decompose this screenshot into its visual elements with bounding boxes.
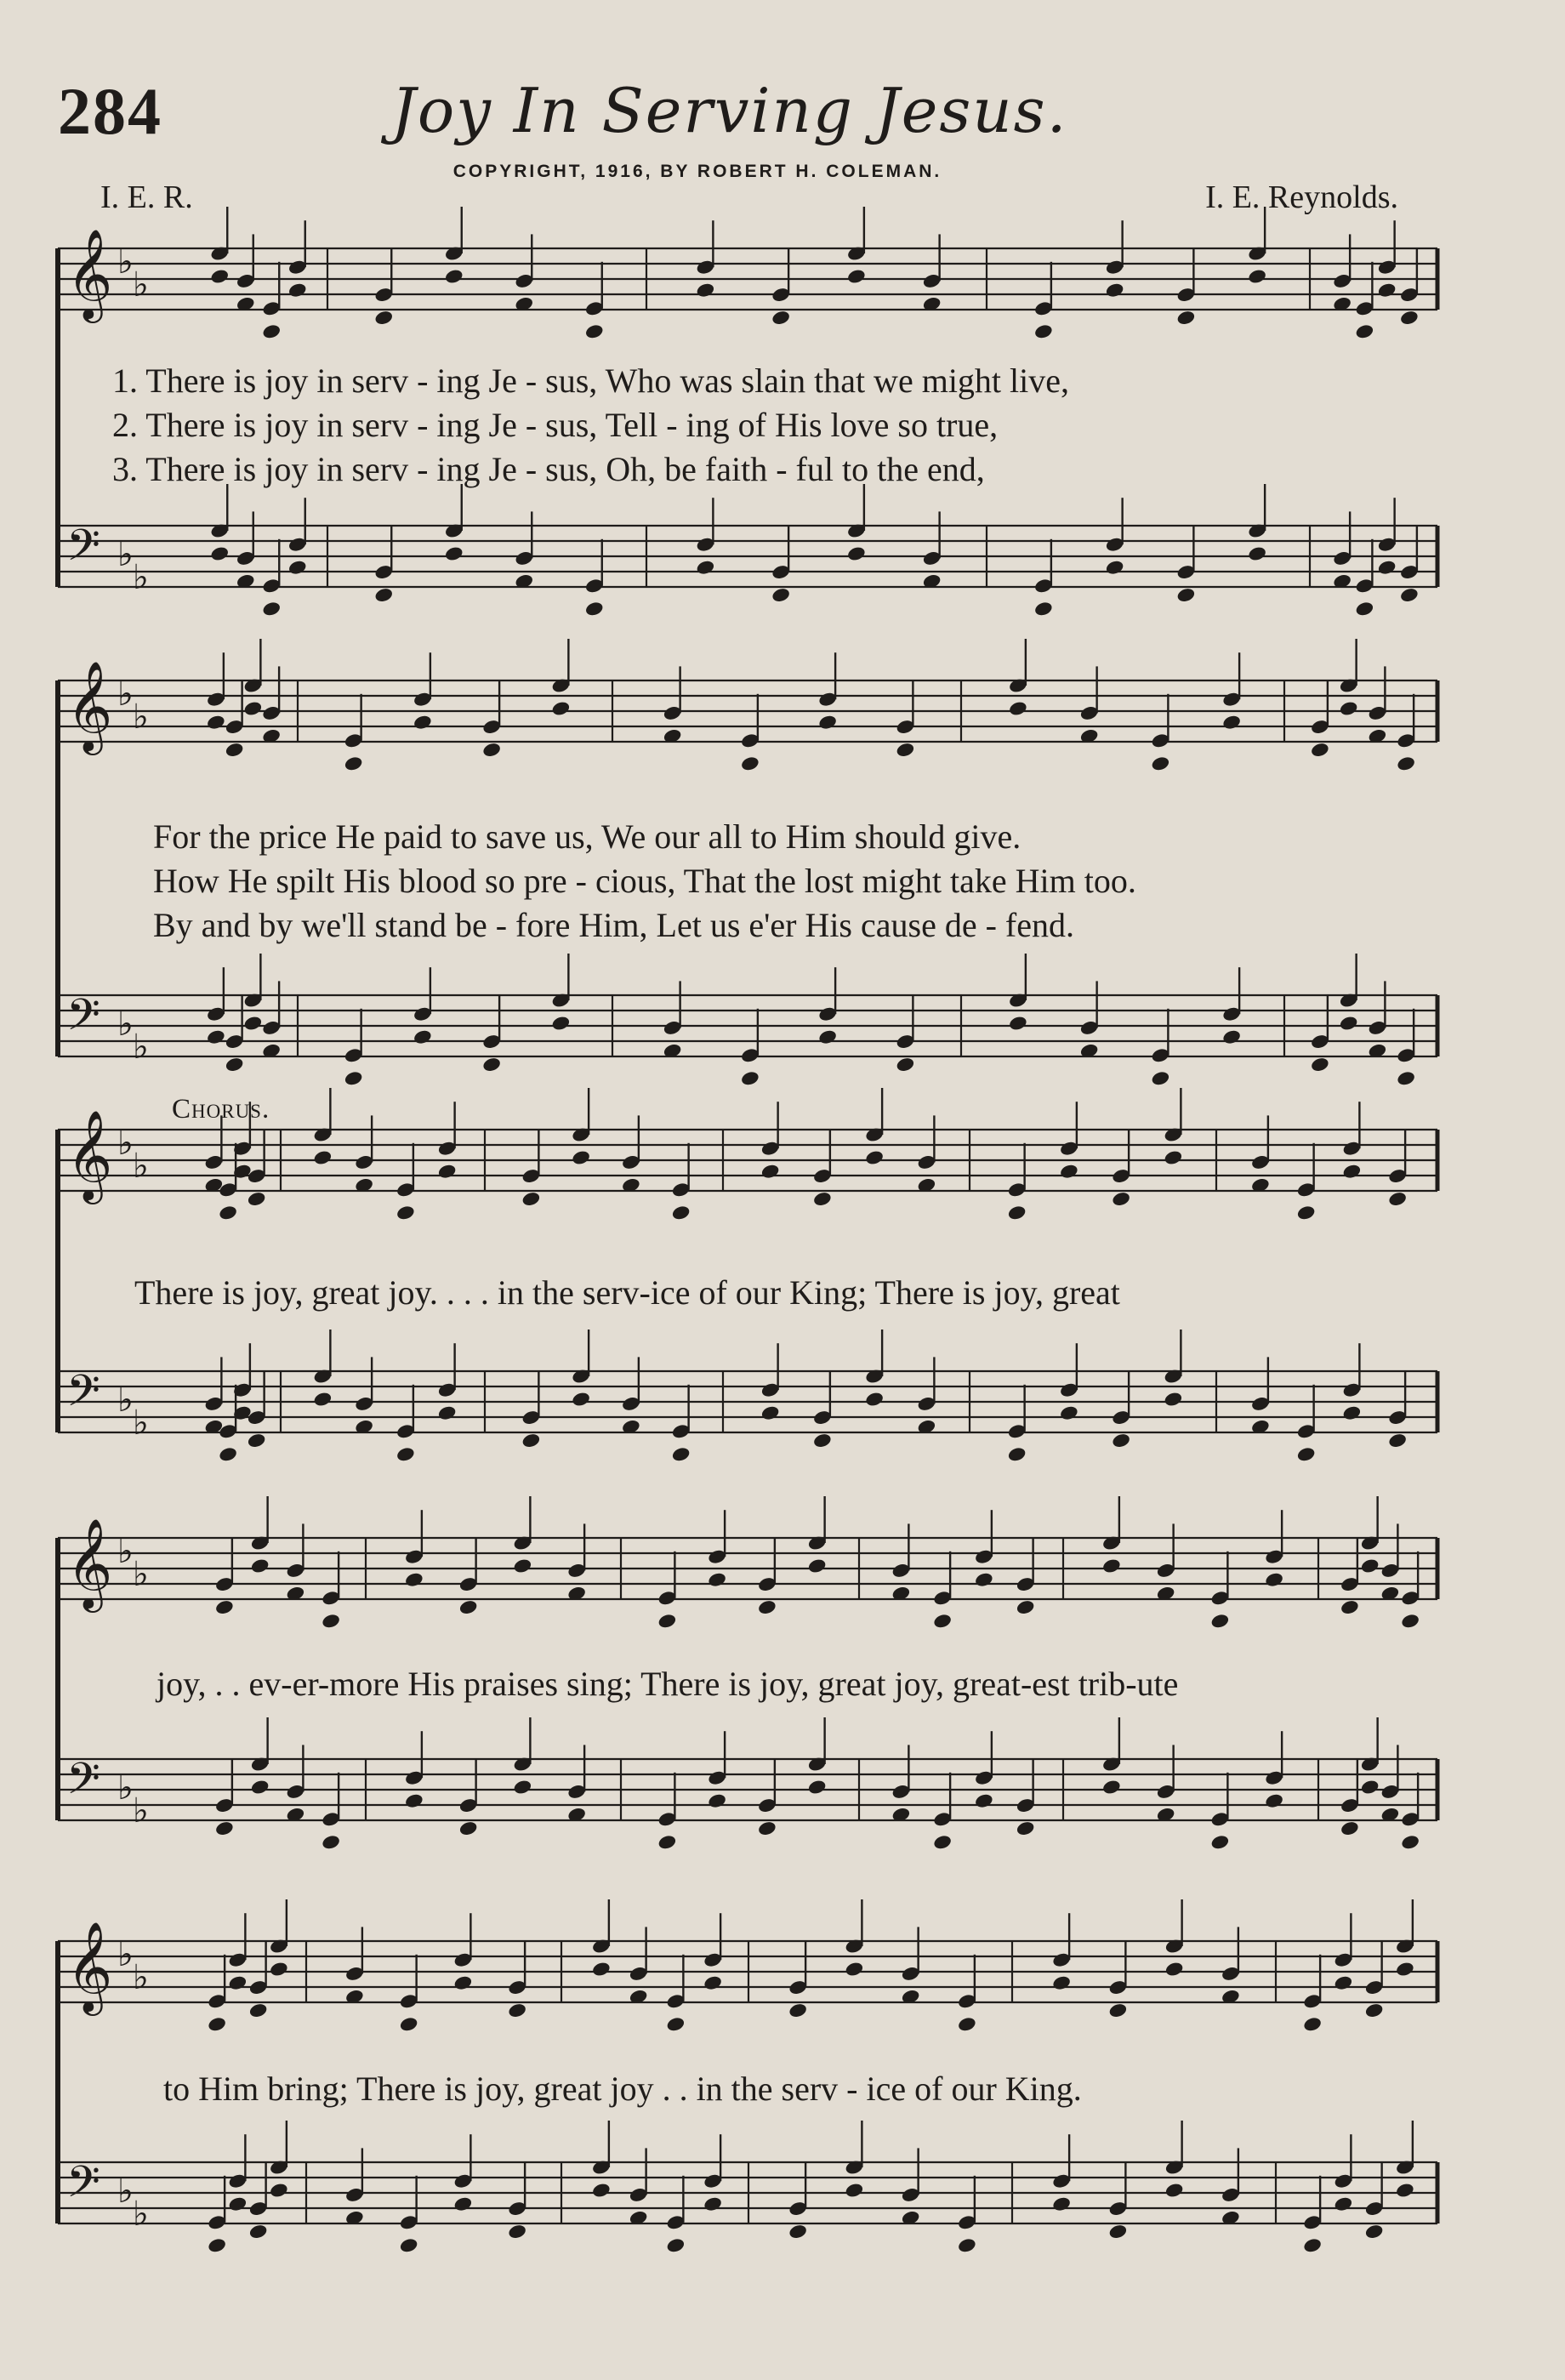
notehead (218, 1204, 238, 1221)
notehead (321, 1834, 341, 1851)
notehead (247, 1191, 267, 1208)
notehead (707, 1792, 727, 1809)
notehead (671, 1204, 691, 1221)
notehead (551, 700, 572, 717)
notehead (1221, 1028, 1242, 1045)
notehead (209, 268, 230, 285)
notehead (399, 2237, 419, 2254)
notehead (206, 714, 226, 731)
notehead (1377, 282, 1397, 299)
notehead (584, 601, 605, 618)
notehead (760, 1163, 781, 1180)
notehead (812, 1191, 833, 1208)
notehead (1016, 1599, 1036, 1616)
notehead (1007, 1204, 1027, 1221)
flat-icon: ♭ (133, 1146, 149, 1186)
notehead (807, 1557, 828, 1574)
notehead (1334, 1974, 1354, 1991)
notehead (1340, 1820, 1360, 1837)
notehead (807, 1779, 828, 1796)
notehead (1395, 2182, 1415, 2199)
verse-2-line-2: How He spilt His blood so pre - cious, That the lost might take Him too. (153, 862, 1136, 900)
flat-icon: ♭ (117, 674, 134, 714)
notehead (513, 1779, 533, 1796)
treble-clef-icon: 𝄞 (66, 660, 113, 752)
notehead (771, 587, 791, 604)
notehead (657, 1834, 678, 1851)
chorus-line-1: There is joy, great joy. . . . in the serv-ice of our King; There is joy, great (134, 1273, 1120, 1312)
notehead (1296, 1204, 1317, 1221)
verse-1-line-2: For the price He paid to save us, We our all to Him should give. (153, 817, 1022, 856)
notehead (243, 1015, 264, 1032)
notehead (1008, 1015, 1028, 1032)
notehead (228, 2195, 248, 2212)
notehead (1151, 755, 1171, 772)
notehead (846, 545, 867, 562)
hymn-title: Joy In Serving Jesus. (391, 75, 1068, 146)
notehead (657, 1613, 678, 1630)
notehead (207, 2016, 227, 2033)
notehead (458, 1599, 479, 1616)
notehead (771, 310, 791, 327)
notehead (1164, 1961, 1185, 1978)
notehead (1339, 1015, 1359, 1032)
notehead (1334, 2195, 1354, 2212)
notehead (696, 282, 716, 299)
notehead (481, 1056, 502, 1073)
notehead (344, 1070, 364, 1087)
notehead (1302, 2016, 1323, 2033)
notehead (225, 742, 245, 759)
notehead (404, 1792, 424, 1809)
notehead (1360, 1779, 1380, 1796)
notehead (521, 1191, 542, 1208)
notehead (1101, 1557, 1122, 1574)
notehead (1342, 1404, 1363, 1421)
notehead (957, 2237, 977, 2254)
notehead (1264, 1571, 1284, 1588)
notehead (1364, 2002, 1385, 2019)
flat-icon: ♭ (117, 1004, 134, 1044)
flat-icon: ♭ (117, 1380, 134, 1420)
notehead (261, 601, 282, 618)
notehead (521, 1432, 542, 1449)
notehead (404, 1571, 424, 1588)
notehead (453, 2195, 474, 2212)
flat-icon: ♭ (117, 1768, 134, 1808)
notehead (269, 2182, 289, 2199)
notehead (1399, 587, 1420, 604)
notehead (250, 1557, 270, 1574)
notehead (1310, 742, 1330, 759)
notehead (896, 742, 916, 759)
notehead (214, 1820, 235, 1837)
notehead (437, 1404, 458, 1421)
notehead (1400, 1834, 1420, 1851)
notehead (261, 323, 282, 340)
notehead (974, 1571, 994, 1588)
notehead (1101, 1779, 1122, 1796)
bass-clef-icon: 𝄢 (66, 988, 100, 1051)
notehead (591, 2182, 612, 2199)
treble-clef-icon: 𝄞 (66, 1517, 113, 1609)
notehead (396, 1204, 416, 1221)
verse-2-line-1: 2. There is joy in serv - ing Je - sus, Tell - ing of His love so true, (112, 406, 999, 444)
notehead (444, 545, 464, 562)
notehead (1247, 545, 1267, 562)
notehead (571, 1149, 591, 1166)
notehead (218, 1446, 238, 1463)
bass-clef-icon: 𝄢 (66, 2155, 100, 2218)
notehead (788, 2223, 808, 2241)
notehead (225, 1056, 245, 1073)
notehead (507, 2223, 527, 2241)
notehead (458, 1820, 479, 1837)
notehead (1059, 1404, 1079, 1421)
copyright-text: COPYRIGHT, 1916, BY ROBERT H. COLEMAN. (452, 162, 942, 181)
notehead (1221, 714, 1242, 731)
staff-systems (58, 207, 1437, 2254)
notehead (1111, 1191, 1131, 1208)
notehead (1360, 1557, 1380, 1574)
notehead (1108, 2002, 1129, 2019)
notehead (932, 1834, 953, 1851)
notehead (760, 1404, 781, 1421)
notehead (1210, 1613, 1231, 1630)
notehead (228, 1974, 248, 1991)
notehead (1051, 1974, 1072, 1991)
notehead (399, 2016, 419, 2033)
notehead (1355, 601, 1375, 618)
notehead (788, 2002, 808, 2019)
notehead (1176, 587, 1197, 604)
notehead (248, 2002, 269, 2019)
notehead (313, 1391, 333, 1408)
notehead (209, 545, 230, 562)
notehead (707, 1571, 727, 1588)
notehead (666, 2237, 686, 2254)
notehead (1164, 1149, 1184, 1166)
treble-clef-icon: 𝄞 (66, 1109, 113, 1201)
notehead (373, 310, 394, 327)
notehead (1164, 1391, 1184, 1408)
music-by: I. E. Reynolds. (1205, 179, 1398, 215)
notehead (740, 1070, 760, 1087)
notehead (1108, 2223, 1129, 2241)
flat-icon: ♭ (133, 557, 149, 597)
notehead (344, 755, 364, 772)
notehead (413, 714, 433, 731)
notehead (864, 1391, 885, 1408)
flat-icon: ♭ (133, 1554, 149, 1594)
notehead (1008, 700, 1028, 717)
notehead (1051, 2195, 1072, 2212)
notehead (1387, 1191, 1408, 1208)
notehead (248, 2223, 269, 2241)
notehead (584, 323, 605, 340)
flat-icon: ♭ (117, 2171, 134, 2211)
notehead (1007, 1446, 1027, 1463)
bass-clef-icon: 𝄢 (66, 1364, 100, 1427)
notehead (551, 1015, 572, 1032)
notehead (845, 1961, 865, 1978)
flat-icon: ♭ (133, 1403, 149, 1443)
notehead (1302, 2237, 1323, 2254)
notehead (1105, 282, 1125, 299)
notehead (812, 1432, 833, 1449)
notehead (243, 700, 264, 717)
verse-3-line-2: By and by we'll stand be - fore Him, Let us e'er His cause de - fend. (153, 906, 1074, 944)
notehead (1033, 323, 1054, 340)
words-by: I. E. R. (100, 179, 193, 215)
notehead (1151, 1070, 1171, 1087)
treble-clef-icon: 𝄞 (66, 228, 113, 320)
notehead (313, 1149, 333, 1166)
notehead (1105, 559, 1125, 576)
notehead (513, 1557, 533, 1574)
notehead (1396, 755, 1416, 772)
notehead (1377, 559, 1397, 576)
notehead (373, 587, 394, 604)
notehead (1210, 1834, 1231, 1851)
notehead (1339, 700, 1359, 717)
flat-icon: ♭ (133, 1957, 149, 1997)
bass-clef-icon: 𝄢 (66, 1752, 100, 1815)
notehead (287, 559, 308, 576)
notehead (207, 2237, 227, 2254)
chorus-label: Chorus. (172, 1094, 270, 1125)
chorus-line-3: to Him bring; There is joy, great joy . . in the serv - ice of our King. (163, 2070, 1082, 2108)
notehead (1396, 1070, 1416, 1087)
verse-3-line-1: 3. There is joy in serv - ing Je - sus, Oh, be faith - ful to the end, (112, 450, 985, 488)
notehead (1176, 310, 1197, 327)
notehead (507, 2002, 527, 2019)
notehead (481, 742, 502, 759)
notehead (703, 1974, 723, 1991)
flat-icon: ♭ (133, 1027, 149, 1067)
notehead (413, 1028, 433, 1045)
notehead (1111, 1432, 1131, 1449)
notehead (1342, 1163, 1363, 1180)
notehead (974, 1792, 994, 1809)
notehead (757, 1599, 777, 1616)
notehead (1355, 323, 1375, 340)
notehead (206, 1028, 226, 1045)
bass-clef-icon: 𝄢 (66, 519, 100, 582)
notehead (591, 1961, 612, 1978)
notehead (287, 282, 308, 299)
chorus-line-2: joy, . . ev-er-more His praises sing; There is joy, great joy, great-est trib-ute (156, 1665, 1179, 1703)
notehead (1033, 601, 1054, 618)
notehead (1395, 1961, 1415, 1978)
flat-icon: ♭ (117, 1531, 134, 1571)
flat-icon: ♭ (117, 1934, 134, 1974)
notehead (571, 1391, 591, 1408)
notehead (453, 1974, 474, 1991)
notehead (269, 1961, 289, 1978)
notehead (846, 268, 867, 285)
notehead (1264, 1792, 1284, 1809)
notehead (896, 1056, 916, 1073)
notehead (321, 1613, 341, 1630)
notehead (1296, 1446, 1317, 1463)
notehead (1340, 1599, 1360, 1616)
notehead (1399, 310, 1420, 327)
notehead (247, 1432, 267, 1449)
notehead (214, 1599, 235, 1616)
notehead (703, 2195, 723, 2212)
hymn-number: 284 (58, 74, 162, 148)
flat-icon: ♭ (117, 1123, 134, 1163)
notehead (1400, 1613, 1420, 1630)
notehead (845, 2182, 865, 2199)
notehead (817, 1028, 838, 1045)
notehead (671, 1446, 691, 1463)
notehead (817, 714, 838, 731)
notehead (1059, 1163, 1079, 1180)
notehead (444, 268, 464, 285)
flat-icon: ♭ (133, 265, 149, 305)
notehead (1247, 268, 1267, 285)
notehead (696, 559, 716, 576)
flat-icon: ♭ (117, 534, 134, 574)
verse-1-line-1: 1. There is joy in serv - ing Je - sus, Who was slain that we might live, (112, 362, 1070, 400)
notehead (1387, 1432, 1408, 1449)
notehead (757, 1820, 777, 1837)
notehead (932, 1613, 953, 1630)
notehead (1016, 1820, 1036, 1837)
notehead (666, 2016, 686, 2033)
notehead (396, 1446, 416, 1463)
notehead (740, 755, 760, 772)
notehead (864, 1149, 885, 1166)
notehead (957, 2016, 977, 2033)
notehead (1364, 2223, 1385, 2241)
flat-icon: ♭ (133, 697, 149, 737)
flat-icon: ♭ (117, 242, 134, 282)
flat-icon: ♭ (133, 1791, 149, 1831)
flat-icon: ♭ (133, 2194, 149, 2234)
notehead (1164, 2182, 1185, 2199)
notehead (250, 1779, 270, 1796)
notehead (437, 1163, 458, 1180)
treble-clef-icon: 𝄞 (66, 1921, 113, 2013)
notehead (1310, 1056, 1330, 1073)
